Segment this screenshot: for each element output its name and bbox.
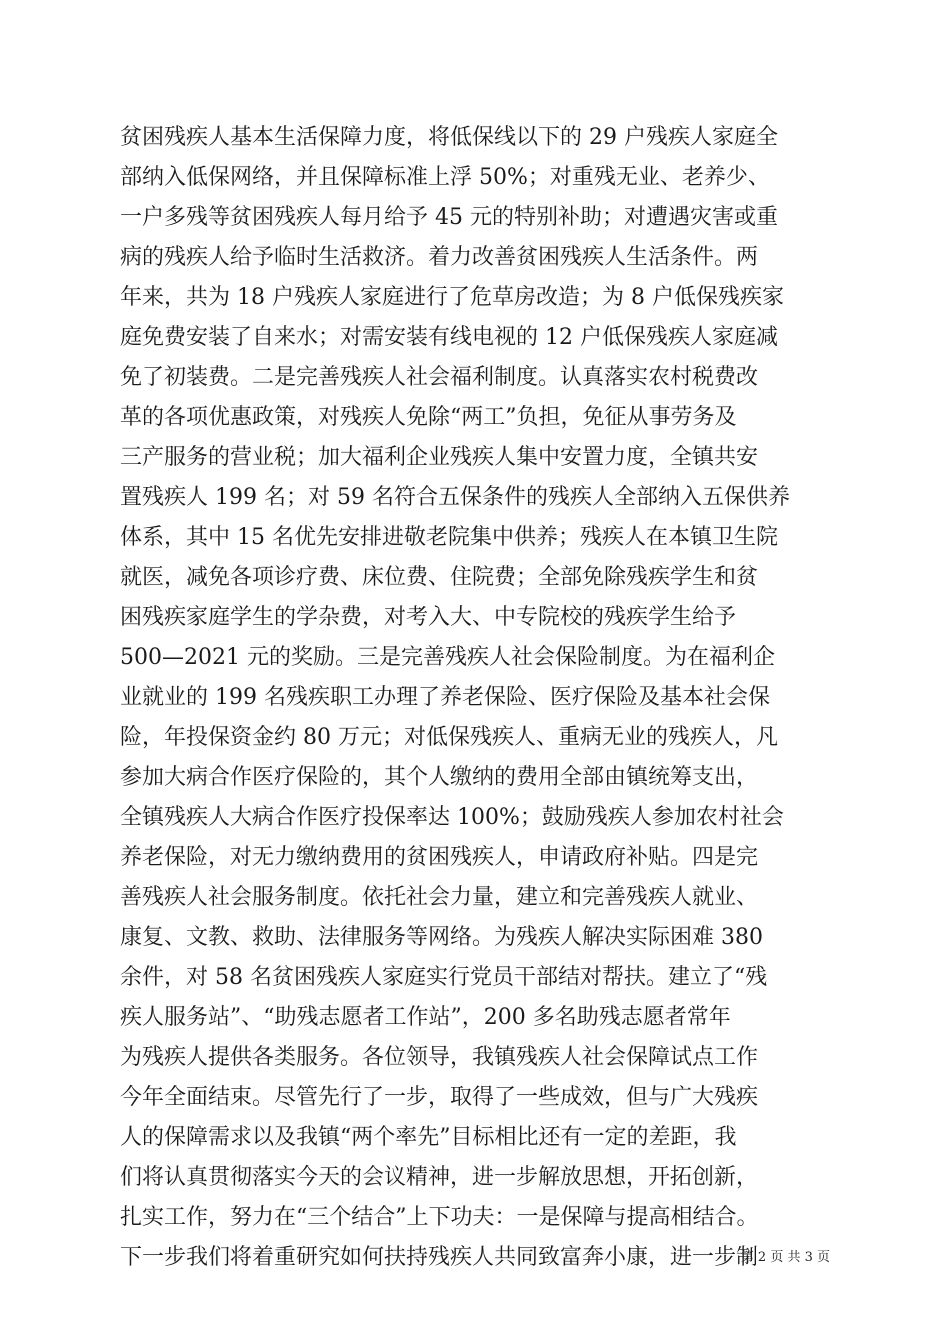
text-line: 险，年投保资金约 80 万元；对低保残疾人、重病无业的残疾人，凡 <box>120 725 778 750</box>
text-line: 参加大病合作医疗保险的，其个人缴纳的费用全部由镇统筹支出， <box>120 765 759 790</box>
text-line: 一户多残等贫困残疾人每月给予 45 元的特别补助；对遭遇灾害或重 <box>120 205 778 230</box>
text-line: 今年全面结束。尽管先行了一步，取得了一些成效，但与广大残疾 <box>120 1085 759 1110</box>
text-line: 年来，共为 18 户残疾人家庭进行了危草房改造；为 8 户低保残疾家 <box>120 285 784 310</box>
text-line: 养老保险，对无力缴纳费用的贫困残疾人，申请政府补贴。四是完 <box>120 845 759 870</box>
text-line: 扎实工作，努力在“三个结合”上下功夫：一是保障与提高相结合。 <box>120 1205 759 1230</box>
text-line: 人的保障需求以及我镇“两个率先”目标相比还有一定的差距，我 <box>120 1125 737 1150</box>
text-line: 庭免费安装了自来水；对需安装有线电视的 12 户低保残疾人家庭减 <box>120 325 778 350</box>
text-line: 善残疾人社会服务制度。依托社会力量，建立和完善残疾人就业、 <box>120 885 759 910</box>
text-line: 困残疾家庭学生的学杂费，对考入大、中专院校的残疾学生给予 <box>120 605 737 630</box>
text-line: 贫困残疾人基本生活保障力度，将低保线以下的 29 户残疾人家庭全 <box>120 125 778 150</box>
text-line: 就医，减免各项诊疗费、床位费、住院费；全部免除残疾学生和贫 <box>120 565 759 590</box>
text-line: 500—2021 元的奖励。三是完善残疾人社会保险制度。为在福利企 <box>120 645 775 670</box>
text-line: 病的残疾人给予临时生活救济。着力改善贫困残疾人生活条件。两 <box>120 245 759 270</box>
page-number: 第 2 页 共 3 页 <box>740 1250 830 1265</box>
text-line: 全镇残疾人大病合作医疗投保率达 100%；鼓励残疾人参加农村社会 <box>120 805 784 830</box>
text-line: 下一步我们将着重研究如何扶持残疾人共同致富奔小康，进一步制 <box>120 1245 759 1270</box>
text-line: 革的各项优惠政策，对残疾人免除“两工”负担，免征从事劳务及 <box>120 405 737 430</box>
text-line: 免了初装费。二是完善残疾人社会福利制度。认真落实农村税费改 <box>120 365 759 390</box>
body-text <box>120 118 840 1278</box>
text-line: 部纳入低保网络，并且保障标准上浮 50%；对重残无业、老养少、 <box>120 165 770 190</box>
text-line: 余件，对 58 名贫困残疾人家庭实行党员干部结对帮扶。建立了“残 <box>120 965 768 990</box>
text-line: 们将认真贯彻落实今天的会议精神，进一步解放思想，开拓创新， <box>120 1165 759 1190</box>
text-line: 三产服务的营业税；加大福利企业残疾人集中安置力度，全镇共安 <box>120 445 759 470</box>
text-line: 为残疾人提供各类服务。各位领导，我镇残疾人社会保障试点工作 <box>120 1045 759 1070</box>
text-line: 业就业的 199 名残疾职工办理了养老保险、医疗保险及基本社会保 <box>120 685 770 710</box>
text-line: 置残疾人 199 名；对 59 名符合五保条件的残疾人全部纳入五保供养 <box>120 485 790 510</box>
text-line: 疾人服务站”、“助残志愿者工作站”，200 多名助残志愿者常年 <box>120 1005 731 1030</box>
text-line: 体系，其中 15 名优先安排进敬老院集中供养；残疾人在本镇卫生院 <box>120 525 778 550</box>
text-line: 康复、文教、救助、法律服务等网络。为残疾人解决实际困难 380 <box>120 925 763 950</box>
